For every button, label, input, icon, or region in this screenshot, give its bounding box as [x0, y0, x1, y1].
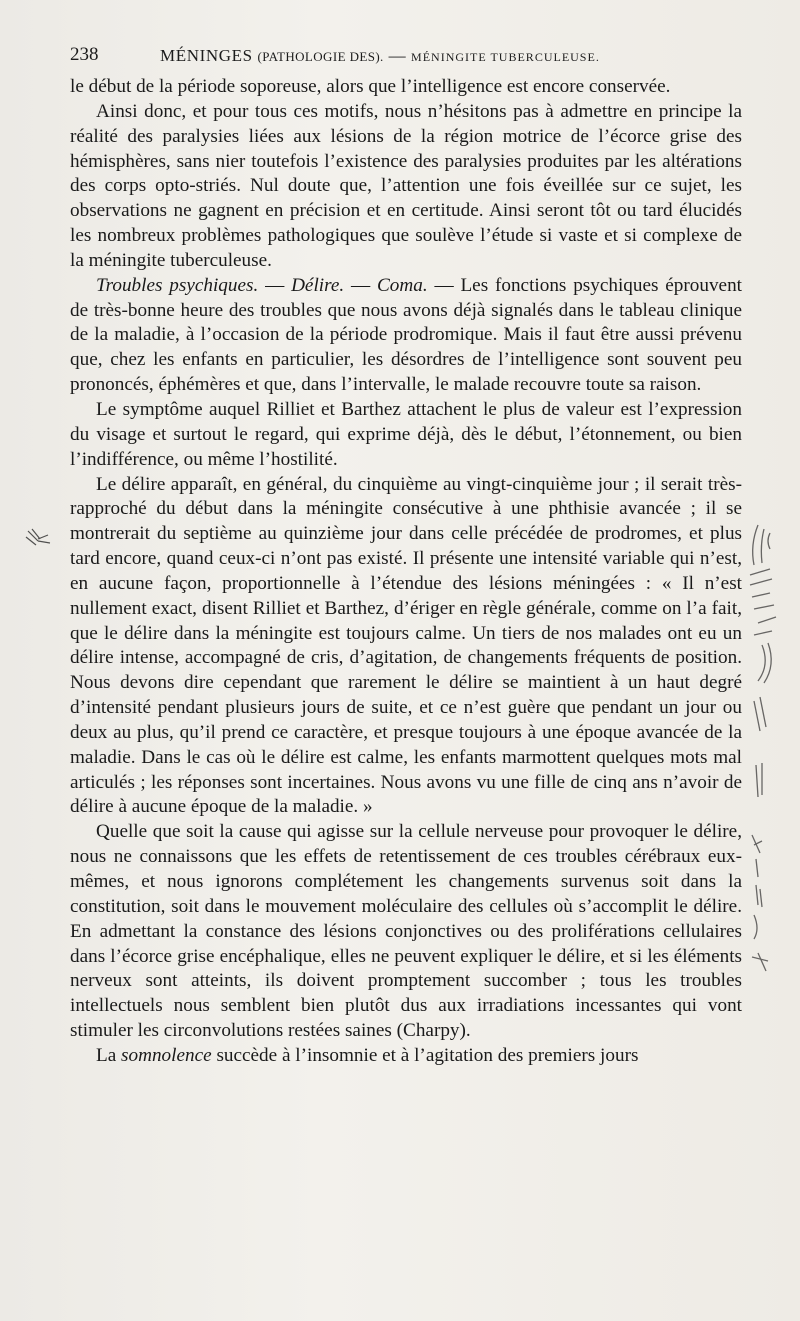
- running-title-sub: MÉNINGITE TUBERCULEUSE.: [411, 50, 600, 64]
- section-heading-coma: Coma.: [377, 274, 428, 296]
- paragraph-6: Quelle que soit la cause qui agisse sur la cellule nerveuse pour provoquer le délire, nous ne connaissons que les effets de retentissement de ces troubles cérébraux eux-mêmes, et nous ignorons complétement les changements survenus soit dans la constitution, soit dans le mouvement moléculaire des cellules où s’accomplit le délire. En admettant la constance des lésions conjonctives ou des proliférations cellulaires dans l’écorce grise encéphalique, elles ne peuvent expliquer le délire, et si les éléments nerveux sont atteints, ils doivent promptement succomber ; tous les troubles intellectuels nous semblent bien plutôt dus aux irradiations incessantes qui vont stimuler les circonvolutions restées saines (Charpy).: [70, 821, 742, 1042]
- heading-separator-2: —: [344, 274, 377, 296]
- ink-mark-left-margin: [24, 527, 54, 551]
- body-text: [70, 75, 742, 1069]
- paragraph-1: le début de la période soporeuse, alors que l’intelligence est encore conservée.: [70, 76, 671, 97]
- running-title-main: MÉNINGES: [160, 46, 253, 65]
- running-title: [160, 46, 600, 66]
- running-title-paren: (PATHOLOGIE DES).: [257, 49, 384, 64]
- term-somnolence: somnolence: [121, 1044, 212, 1066]
- heading-separator-1: —: [258, 274, 292, 296]
- paragraph-7: [70, 1044, 742, 1069]
- running-header: [70, 44, 742, 70]
- running-title-dash: —: [388, 46, 407, 65]
- pencil-marks-right-margin: [740, 505, 800, 985]
- paragraph-3-text: Les fonctions psychiques éprouvent de très-bonne heure des troubles que nous avons déjà signalés dans le tableau clinique de la maladie, à l’occasion de la période prodromique. Mais il faut être aussi prévenu que, chez les enfants en particulier, les désordres de l’intelligence sont souvent peu prononcés, éphémères et que, dans l’intervalle, le malade recouvre toute sa raison.: [70, 274, 742, 396]
- section-heading-delire: Délire.: [291, 274, 345, 296]
- paragraph-7-lead: La: [96, 1044, 122, 1066]
- paragraph-7-text: succède à l’insomnie et à l’agitation des premiers jours: [211, 1044, 639, 1066]
- paragraph-4: Le symptôme auquel Rilliet et Barthez attachent le plus de valeur est l’expression du visage et surtout le regard, qui exprime déjà, dès le début, l’étonnement, ou bien l’indifférence, ou même l’hostilité.: [70, 398, 742, 470]
- heading-separator-3: —: [427, 274, 461, 296]
- paragraph-2: Ainsi donc, et pour tous ces motifs, nous n’hésitons pas à admettre en principe la réalité des paralysies liées aux lésions de la région motrice de l’écorce grise des hémisphères, sans nier toutefois l’existence des paralysies produites par les altérations des corps opto-striés. Nul doute que, l’attention une fois éveillée sur ce sujet, les observations ne gagnent en précision et en certitude. Ainsi seront tôt ou tard élucidés les nombreux problèmes pathologiques que soulève l’étude si vaste et si complexe de la méningite tuberculeuse.: [70, 100, 742, 271]
- paragraph-5: Le délire apparaît, en général, du cinquième au vingt-cinquième jour ; il serait très-rapproché du début dans la méningite consécutive à une phthisie avancée ; il se montrerait du septième au quinzième jour dans celle précédée de prodromes, et plus tard encore, quand ceux-ci n’ont pas existé. Il présente une intensité variable qui n’est, en aucune façon, proportionnelle à l’étendue des lésions méningées : « Il n’est nullement exact, disent Rilliet et Barthez, d’ériger en règle générale, comme on l’a fait, que le délire dans la méningite est toujours calme. Un tiers de nos malades ont eu un délire intense, accompagné de cris, d’agitation, de changements fréquents de position. Nous devons dire cependant que rarement le délire se maintient à un haut degré d’intensité pendant plusieurs jours de suite, et ce n’est guère que pendant un jour ou deux au plus, qu’il prend ce caractère, et presque toujours à une époque avancée de la maladie. Dans le cas où le délire est calme, les enfants marmottent quelques mots mal articulés ; les réponses sont incertaines. Nous avons vu une fille de cinq ans n’avoir de délire à aucune époque de la maladie. »: [70, 473, 742, 818]
- paragraph-3: [70, 274, 742, 398]
- page-number: 238: [70, 44, 99, 65]
- section-heading-troubles: Troubles psychiques.: [96, 274, 259, 296]
